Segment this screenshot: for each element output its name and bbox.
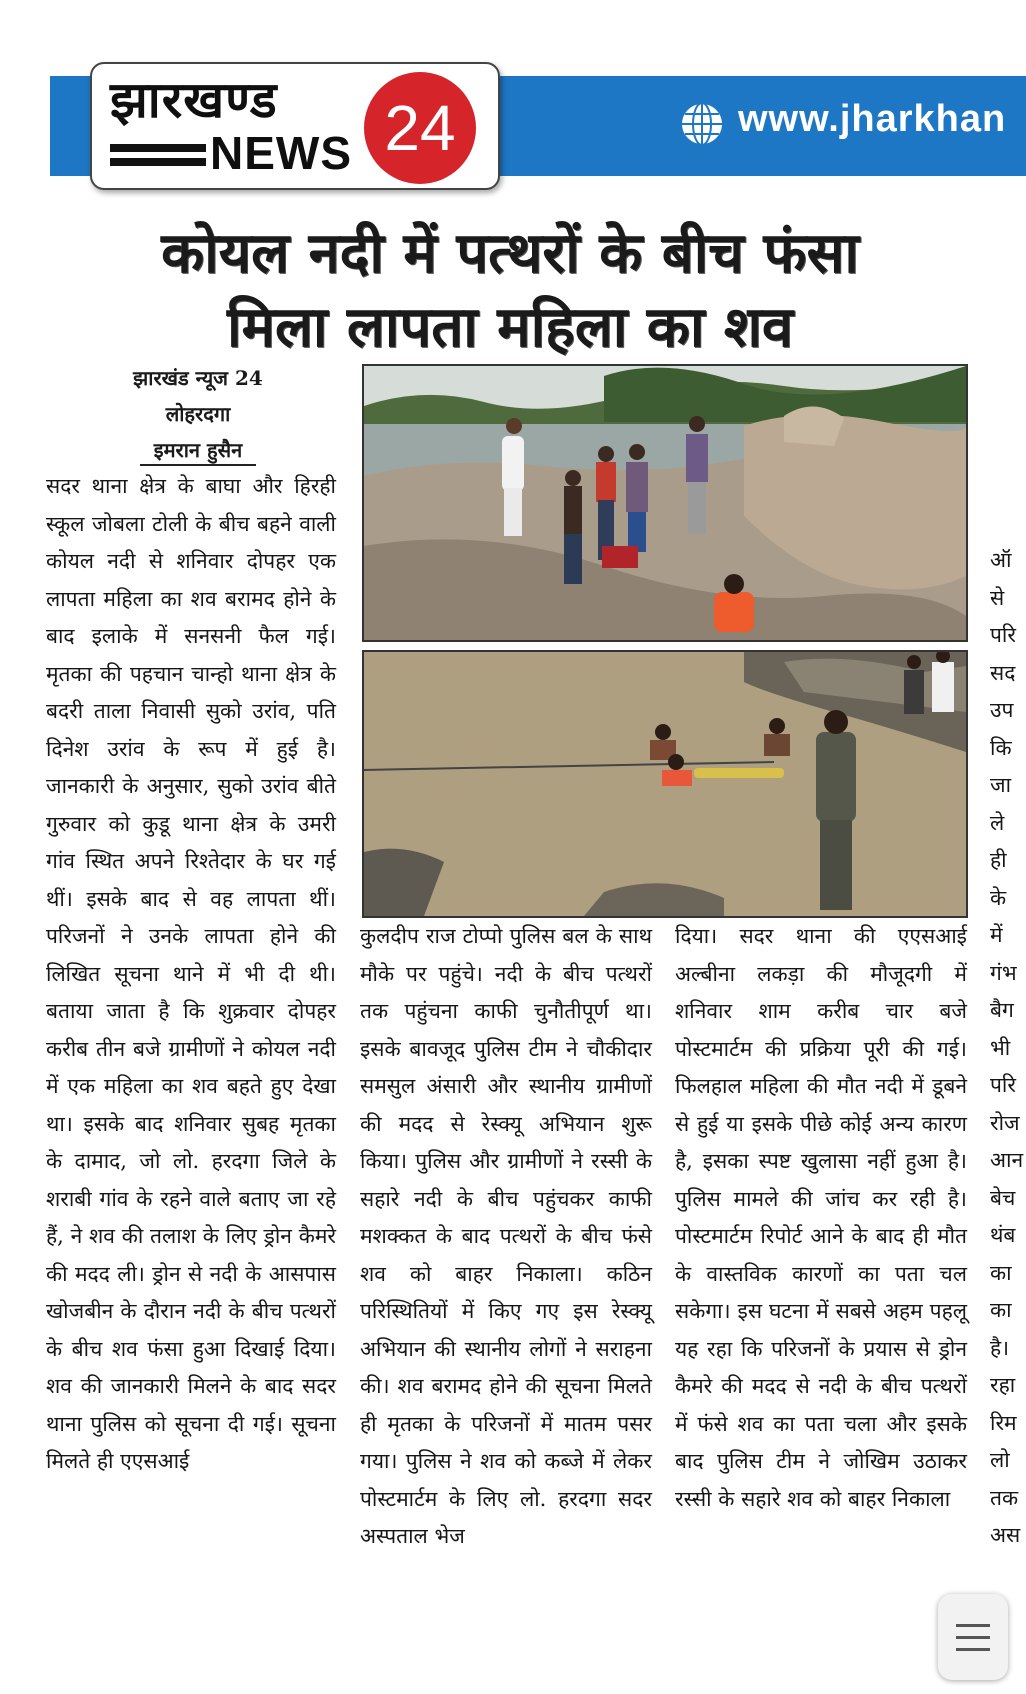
column-4-fragment: कि: [990, 735, 1012, 760]
byline-author-wrap: [60, 432, 336, 468]
logo-news-text: NEWS: [210, 127, 352, 179]
column-4-fragment: बेच: [990, 1185, 1016, 1210]
column-4-fragment: रोज: [990, 1110, 1020, 1135]
site-logo[interactable]: [90, 62, 500, 190]
article-column-1: सदर थाना क्षेत्र के बाघा और हिरही स्कूल जोबला टोली के बीच बहने वाली कोयल नदी से शनिवार दोपहर एक लापता महिला का शव बरामद होने के बाद इलाके में सनसनी फैल गई। मृतका की पहचान चान्हो थाना क्षेत्र के बदरी ताला निवासी सुको उरांव, पति दिनेश उरांव के रूप में हुई है। जानकारी के अनुसार, सुको उरांव बीते गुरुवार को कुडू थाना क्षेत्र के उमरी गांव स्थित अपने रिश्तेदार के घर गई थीं। इसके बाद से वह लापता थीं। परिजनों ने उनके लापता होने की लिखित सूचना थाने में भी दी थी। बताया जाता है कि शुक्रवार दोपहर करीब तीन बजे ग्रामीणों ने कोयल नदी में एक महिला का शव बहते हुए देखा था। इसके बाद शनिवार सुबह मृतका के दामाद, जो लो. हरदगा जिले के शराबी गांव के रहने वाले बताए जा रहे हैं, ने शव की तलाश के लिए ड्रोन कैमरे की मदद ली। ड्रोन से नदी के आसपास खोजबीन के दौरान नदी के बीच पत्थरों के बीच शव फंसा हुआ दिखाई दिया। शव की जानकारी मिलने के बाद सदर थाना पुलिस को सूचना दी गई। सूचना मिलते ही एएसआई: [46, 474, 336, 1473]
article-column-4-cropped: [990, 542, 1026, 1555]
column-4-fragment: में: [990, 923, 1003, 947]
globe-icon: [678, 100, 726, 148]
column-4-fragment: आन: [990, 1148, 1024, 1172]
photo-rescue-on-rocks: [362, 364, 968, 642]
column-4-fragment: ऑ: [990, 548, 1012, 572]
column-4-fragment: रिम: [990, 1410, 1017, 1435]
column-4-fragment: रहा: [990, 1373, 1016, 1397]
column-4-fragment: सद: [990, 660, 1016, 685]
byline-author: इमरान हुसैन: [140, 438, 256, 466]
website-url[interactable]: www.jharkhan: [738, 98, 1007, 140]
logo-underline-2: [110, 158, 206, 166]
byline-place: लोहरदगा: [165, 402, 231, 426]
headline-line-1: कोयल नदी में पत्थरों के बीच फंसा: [161, 221, 859, 286]
column-4-fragment: से: [990, 585, 1005, 610]
headline-line-2: मिला लापता महिला का शव: [226, 295, 794, 360]
column-4-fragment: बैग: [990, 998, 1014, 1022]
menu-button[interactable]: [938, 1594, 1008, 1680]
column-4-fragment: के: [990, 885, 1007, 910]
column-4-fragment: का: [990, 1260, 1012, 1285]
column-4-fragment: थंब: [990, 1223, 1016, 1247]
column-4-fragment: है।: [990, 1335, 1010, 1360]
column-4-fragment: तक: [990, 1485, 1019, 1510]
logo-hindi-text: झारखण्ड: [110, 71, 278, 129]
column-4-fragment: भी: [990, 1035, 1011, 1060]
column-4-fragment: ही: [990, 848, 1007, 872]
column-4-fragment: अस: [990, 1523, 1021, 1547]
logo-number-badge: 24: [364, 72, 476, 184]
photo-rescue-in-river: [362, 650, 968, 918]
column-4-fragment: परि: [990, 1073, 1016, 1097]
column-4-fragment: उप: [990, 698, 1014, 722]
column-4-fragment: ले: [990, 810, 1005, 835]
logo-underline: [110, 144, 206, 152]
column-4-fragment: गंभ: [990, 960, 1017, 985]
column-4-fragment: लो: [990, 1448, 1010, 1472]
column-4-fragment: परि: [990, 623, 1016, 647]
column-4-fragment: जा: [990, 773, 1012, 797]
byline-source: झारखंड न्यूज 24: [133, 366, 263, 390]
article-column-2: कुलदीप राज टोप्पो पुलिस बल के साथ मौके पर पहुंचे। नदी के बीच पत्थरों तक पहुंचना काफी चुनौतीपूर्ण था। इसके बावजूद पुलिस टीम ने चौकीदार समसुल अंसारी और स्थानीय ग्रामीणों की मदद से रेस्क्यू अभियान शुरू किया। पुलिस और ग्रामीणों ने रस्सी के सहारे नदी के बीच पहुंचकर काफी मशक्कत के बाद पत्थरों के बीच फंसे शव को बाहर निकाला। कठिन परिस्थितियों में किए गए इस रेस्क्यू अभियान की स्थानीय लोगों ने सराहना की। शव बरामद होने की सूचना मिलते ही मृतका के परिजनों में मातम पसर गया। पुलिस ने शव को कब्जे में लेकर पोस्टमार्टम के लिए लो. हरदगा सदर अस्पताल भेज: [360, 924, 652, 1548]
column-4-fragment: का: [990, 1298, 1012, 1322]
article-column-3: दिया। सदर थाना की एएसआई अल्बीना लकड़ा की मौजूदगी में शनिवार शाम करीब चार बजे पोस्टमार्टम की प्रक्रिया पूरी की गई। फिलहाल महिला की मौत नदी में डूबने से हुई या इसके पीछे कोई अन्य कारण है, इसका स्पष्ट खुलासा नहीं हुआ है। पुलिस मामले की जांच कर रही है। पोस्टमार्टम रिपोर्ट आने के बाद ही मौत के वास्तविक कारणों का पता चल सकेगा। इस घटना में सबसे अहम पहलू यह रहा कि परिजनों के प्रयास से ड्रोन कैमरे की मदद से नदी के बीच पत्थरों में फंसे शव का पता चला और इसके बाद पुलिस टीम ने जोखिम उठाकर रस्सी के सहारे शव को बाहर निकाला: [675, 924, 967, 1511]
